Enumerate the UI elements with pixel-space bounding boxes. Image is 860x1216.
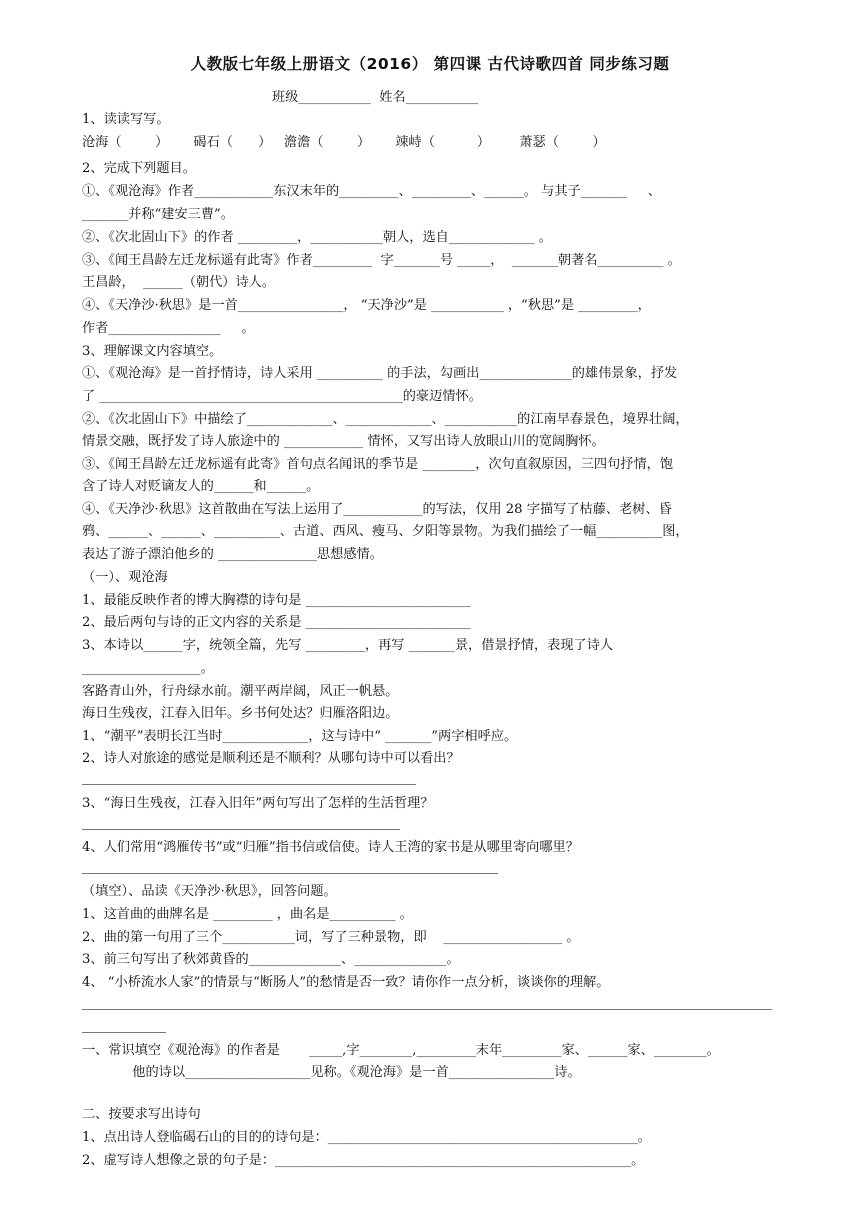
- question-text: 1、最能反映作者的博大胸襟的诗句是 _________________________: [82, 593, 471, 608]
- question-text: 2、诗人对旅途的感觉是顺利还是不顺利？从哪句诗中可以看出？: [82, 751, 460, 766]
- question-text: ①、《观沧海》作者____________东汉末年的_________、_________、______。 与其子_______ 、: [82, 184, 662, 199]
- question-text: 情景交融，既抒发了诗人旅途中的 ____________ 情怀，又写出诗人放眼山川的宽阔胸怀。: [82, 434, 605, 449]
- question-text: 1、“潮平”表明长江当时_____________，这与诗中“ _______”两字相呼应。: [82, 729, 518, 744]
- question-text: 3、本诗以______字，统领全篇，先写 _________，再写 _______景，借景抒情，表现了诗人: [82, 638, 614, 653]
- question-text: 2、最后两句与诗的正文内容的关系是 _________________________: [82, 615, 471, 630]
- question-text: ④、《天净沙·秋思》是一首________________， “天净沙”是 ___________ ，“秋思”是 _________，: [82, 298, 651, 313]
- question-text: ②、《次北固山下》中描绘了_____________、_____________、___________的江南早春景色，境界壮阔，: [82, 412, 689, 427]
- question-text: ④、《天净沙·秋思》这首散曲在写法上运用了____________的写法，仅用 28 字描写了枯藤、老树、昏: [82, 502, 672, 517]
- question-text: ③、《闻王昌龄左迁龙标遥有此寄》作者_________ 字_______号 _____， _______朝著名__________ 。: [82, 253, 681, 268]
- answer-line: [82, 1032, 166, 1033]
- part-heading-tianjingsha: （填空）、品读《天净沙·秋思》，回答问题。: [82, 884, 337, 899]
- class-name-line: 班级___________ 姓名___________: [272, 90, 479, 105]
- section-two-heading: 二、按要求写出诗句: [82, 1107, 201, 1122]
- question-text: 4、 “小桥流水人家”的情景与“断肠人”的愁情是否一致？请你作一点分析，谈谈你的理解。: [82, 975, 610, 990]
- question-text: 鸦、______、______、__________、古道、西风、瘦马、夕阳等景物。为我们描绘了一幅__________图，: [82, 524, 689, 539]
- section-3-heading: 3、理解课文内容填空。: [82, 344, 223, 359]
- section-one-common-knowledge: 一、常识填空《观沧海》的作者是 _____,字________,_________末年_________家、______家、________。: [82, 1043, 720, 1058]
- question-text: 4、人们常用“鸿雁传书”或“归雁”指书信或信使。诗人王湾的家书是从哪里寄向哪里？: [82, 840, 579, 855]
- question-text: ①、《观沧海》是一首抒情诗，诗人采用 __________ 的手法，勾画出______________的雄伟景象，抒发: [82, 366, 678, 381]
- answer-line: [82, 873, 498, 874]
- question-text: 他的诗以___________________见称。《观沧海》是一首________________诗。: [82, 1065, 581, 1080]
- section-2-heading: 2、完成下列题目。: [82, 161, 196, 176]
- part-heading-guan-canghai: （一）、观沧海: [82, 570, 168, 585]
- worksheet-title: 人教版七年级上册语文（2016） 第四课 古代诗歌四首 同步练习题: [190, 55, 670, 73]
- answer-line: [82, 829, 400, 830]
- poem-line: 客路青山外，行舟绿水前。潮平两岸阔，风正一帆悬。: [82, 684, 399, 699]
- question-text: 作者_________________ 。: [82, 321, 255, 336]
- question-text: 2、虚写诗人想像之景的句子是：______________________________________________________。: [82, 1153, 645, 1168]
- question-text: 3、“海日生残夜，江春入旧年”两句写出了怎样的生活哲理？: [82, 796, 434, 811]
- question-text: 1、这首曲的曲牌名是 _________ ，曲名是__________ 。: [82, 907, 413, 922]
- section-1-heading: 1、读读写写。: [82, 112, 170, 127]
- question-text: _______并称“建安三曹”。: [82, 207, 234, 222]
- question-text: 2、曲的第一句用了三个___________词，写了三种景物，即 __________________ 。: [82, 930, 580, 945]
- question-text: 含了诗人对贬谪友人的______和______。: [82, 479, 320, 494]
- question-text: 王昌龄， ______（朝代）诗人。: [82, 275, 276, 290]
- question-text: __________________。: [82, 661, 214, 676]
- question-text: 了 ______________________________________________的豪迈情怀。: [82, 389, 482, 404]
- answer-line: [82, 784, 416, 785]
- pinyin-words-line: 沧海（ ） 碣石（ ） 澹澹（ ） 竦峙（ ） 萧瑟（ ）: [82, 135, 606, 150]
- question-text: ③、《闻王昌龄左迁龙标遥有此寄》首句点名闻讯的季节是 ________，次句直叙原因，三四句抒情，饱: [82, 457, 674, 472]
- answer-line: [82, 1009, 772, 1010]
- question-text: 3、前三句写出了秋郊黄昏的______________、______________。: [82, 952, 460, 967]
- question-text: 表达了游子漂泊他乡的 _______________思想感情。: [82, 547, 383, 562]
- question-text: 1、点出诗人登临碣石山的目的的诗句是：_______________________________________________。: [82, 1130, 651, 1145]
- poem-line: 海日生残夜，江春入旧年。乡书何处达？归雁洛阳边。: [82, 706, 399, 721]
- question-text: ②、《次北固山下》的作者 _________，___________朝人，选自_____________ 。: [82, 230, 552, 245]
